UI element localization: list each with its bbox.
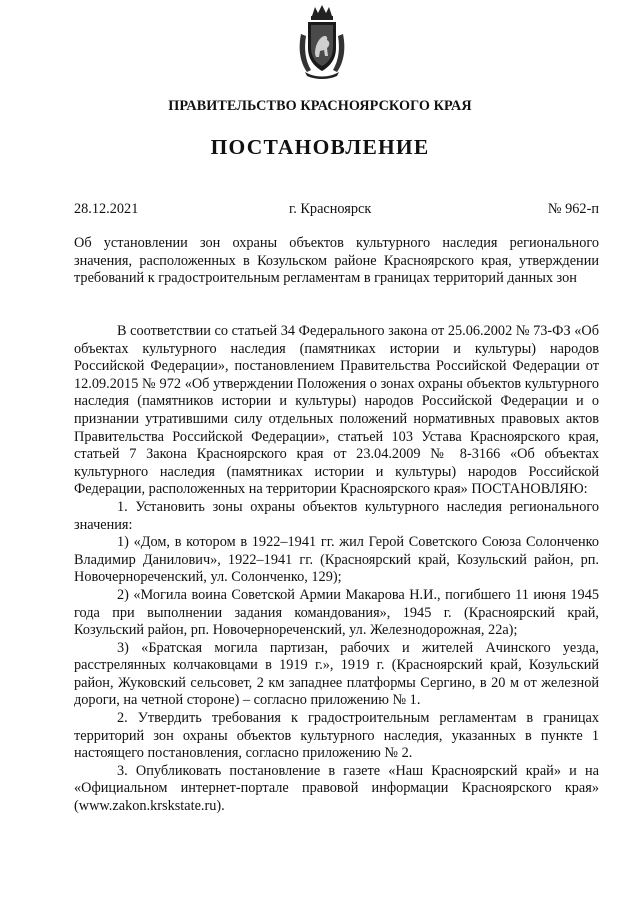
point-1-paragraph: 1. Установить зоны охраны объектов культурного наследия регионального значения:	[74, 498, 599, 533]
preamble-paragraph: В соответствии со статьей 34 Федерального закона от 25.06.2002 № 73-ФЗ «Об объектах культурного наследия (памятниках истории и культуры) народов Российской Федерации», постановлением Правительства Российской Федерации от 12.09.2015 № 972 «Об утверждении Положения о зонах охраны объектов культурного наследия (памятников истории и культуры) народов Российской Федерации и о признании утратившими силу отдельных положений нормативных правовых актов Правительства Российской Федерации», статьей 103 Устава Красноярского края, статьей 7 Закона Красноярского края от 23.04.2009 № 8-3166 «Об объектах культурного наследия (памятниках истории и культуры) народов Российской Федерации, расположенных на территории Красноярского края» ПОСТАНОВЛЯЮ:	[74, 323, 599, 498]
document-number: № 962-п	[547, 201, 599, 217]
subpoint-1-paragraph: 1) «Дом, в котором в 1922–1941 гг. жил Герой Советского Союза Солонченко Владимир Данилович», 1922–1941 гг. (Красноярский край, Козульский район, рп. Новочернореченский, ул. Солонченко, 129);	[74, 534, 599, 586]
document-type-title: ПОСТАНОВЛЕНИЕ	[210, 135, 430, 159]
point-3-paragraph: 3. Опубликовать постановление в газете «Наш Красноярский край» и на «Официальном интернет-портале правовой информации Красноярского края» (www.zakon.krskstate.ru).	[74, 762, 599, 815]
document-date: 28.12.2021	[74, 201, 139, 217]
subpoint-2-paragraph: 2) «Могила воина Советской Армии Макарова Н.И., погибшего 11 июня 1945 года при выполнении задания командования», 1945 г. (Красноярский край, Козульский район, рп. Новочернореченский, ул. Железнодорожная, 22а);	[74, 586, 599, 639]
subpoint-3-paragraph: 3) «Братская могила партизан, рабочих и жителей Ачинского уезда, расстрелянных колчаковцами в 1919 г.», 1919 г. (Красноярский край, Козульский район, Жуковский сельсовет, 2 км западнее платформы Сергино, в 20 м от железной дороги, на четной стороне) – согласно приложению № 1.	[74, 639, 599, 709]
organization-name: ПРАВИТЕЛЬСТВО КРАСНОЯРСКОГО КРАЯ	[168, 98, 472, 114]
document-meta-row	[74, 201, 599, 221]
document-city: г. Красноярск	[289, 201, 372, 217]
coat-of-arms-icon	[297, 4, 347, 80]
point-2-paragraph: 2. Утвердить требования к градостроительным регламентам в границах территорий зон охраны объектов культурного наследия, указанных в пункте 1 настоящего постановления, согласно приложению № 2.	[74, 710, 599, 762]
document-subject: Об установлении зон охраны объектов культурного наследия регионального значения, расположенных в Козульском районе Красноярского края, утверждении требований к градостроительным регламентам в границах территорий данных зон	[74, 235, 599, 287]
document-body	[74, 323, 599, 816]
